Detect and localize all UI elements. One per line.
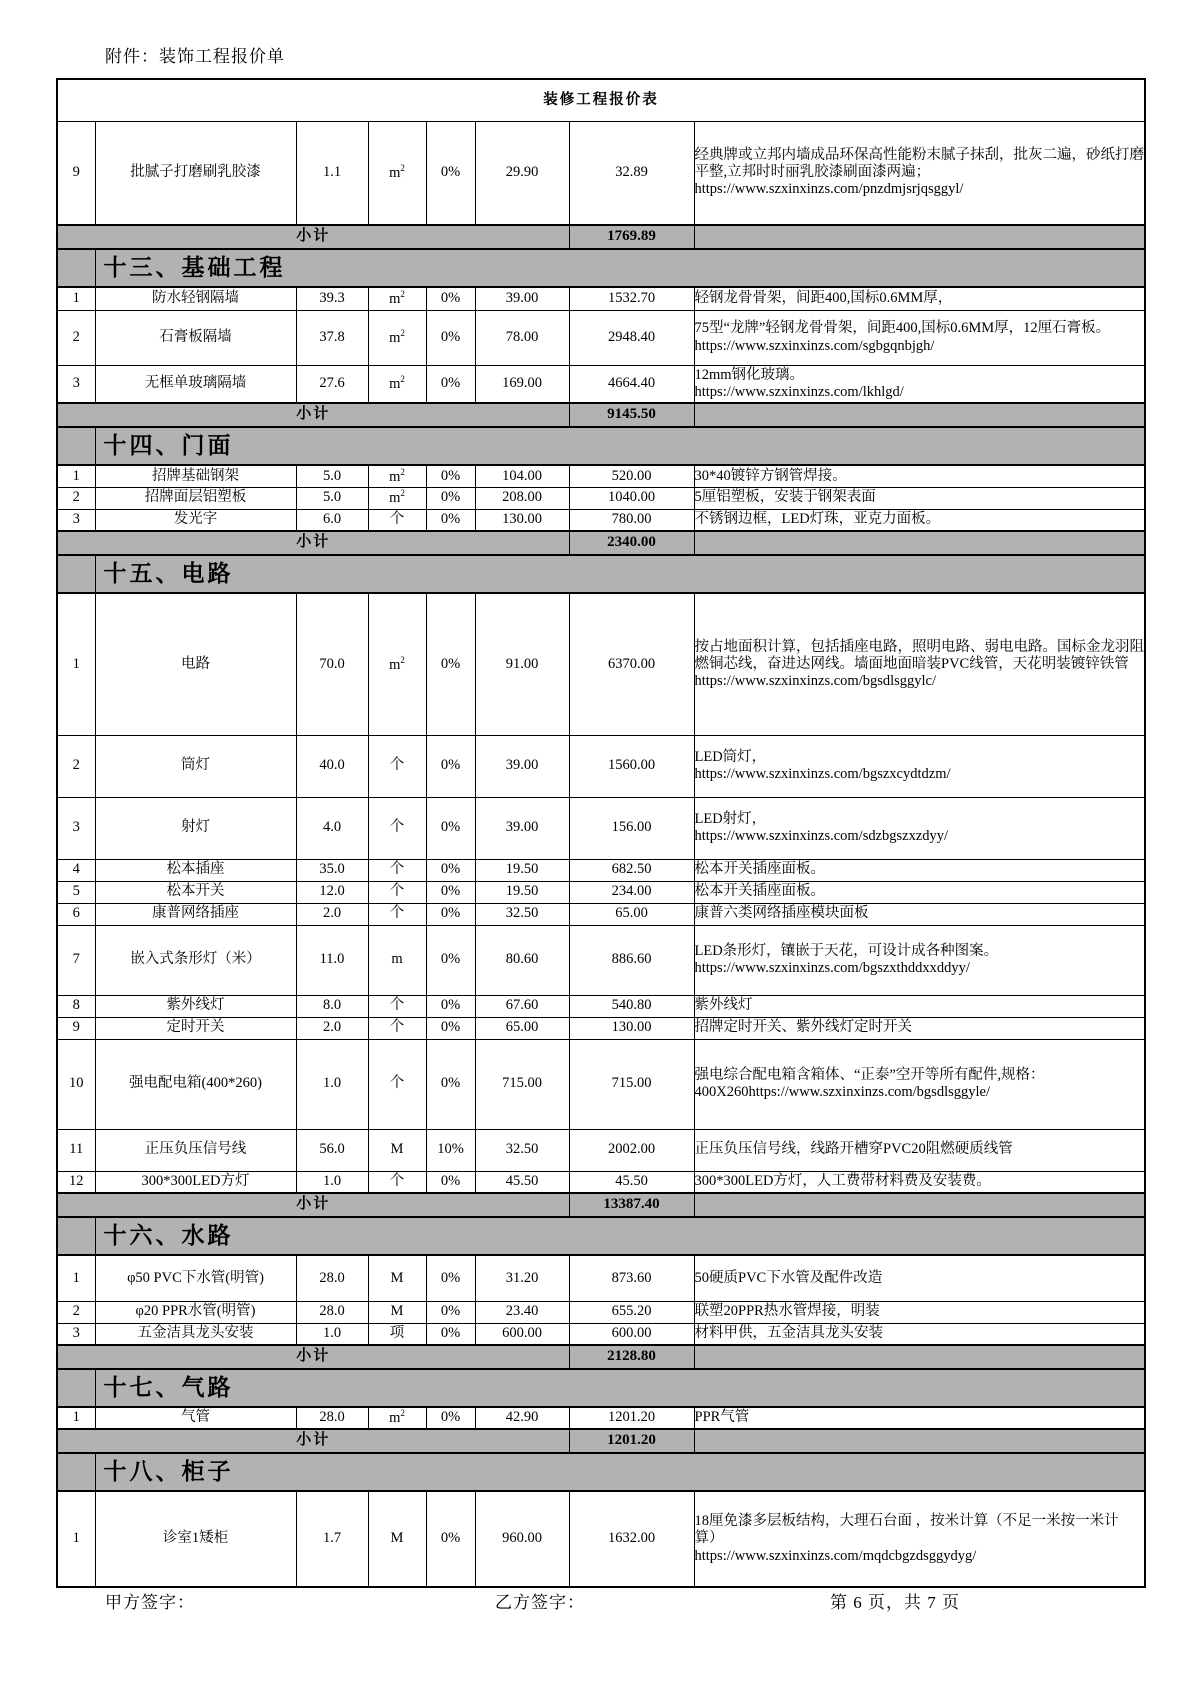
subtotal-value: 9145.50	[569, 403, 694, 427]
row-amount: 780.00	[569, 509, 694, 531]
table-row	[57, 925, 1145, 995]
row-unit-price: 39.00	[475, 797, 569, 859]
section-title: 十七、气路	[95, 1369, 1145, 1407]
section-header-row	[57, 555, 1145, 593]
row-unit-price: 600.00	[475, 1323, 569, 1345]
row-quantity: 70.0	[296, 593, 368, 735]
party-b-signature-label: 乙方签字：	[495, 1593, 585, 1612]
row-unit: M	[368, 1129, 426, 1171]
row-index: 3	[57, 1323, 95, 1345]
row-unit: 个	[368, 1171, 426, 1193]
row-index: 8	[57, 995, 95, 1017]
row-index: 7	[57, 925, 95, 995]
row-item-name: 气管	[95, 1407, 296, 1429]
table-row	[57, 1407, 1145, 1429]
party-a-signature-label: 甲方签字：	[105, 1593, 195, 1612]
row-description: 联塑20PPR热水管焊接，明装	[694, 1301, 1145, 1323]
row-description: LED射灯， https://www.szxinxinzs.com/sdzbgszxzdyy/	[694, 797, 1145, 859]
row-item-name: 批腻子打磨刷乳胶漆	[95, 121, 296, 225]
table-row	[57, 1301, 1145, 1323]
row-item-name: 紫外线灯	[95, 995, 296, 1017]
table-row	[57, 1255, 1145, 1301]
row-loss-percent: 0%	[426, 903, 475, 925]
row-quantity: 11.0	[296, 925, 368, 995]
row-unit: M	[368, 1491, 426, 1587]
row-unit-price: 19.50	[475, 859, 569, 881]
row-description: 12mm钢化玻璃。 https://www.szxinxinzs.com/lkhlgd/	[694, 365, 1145, 403]
row-unit-price: 42.90	[475, 1407, 569, 1429]
row-amount: 2948.40	[569, 310, 694, 365]
row-unit: $m^2$	[368, 121, 426, 225]
row-index: 1	[57, 465, 95, 487]
row-description: 不锈钢边框，LED灯珠，亚克力面板。	[694, 509, 1145, 531]
subtotal-value: 1201.20	[569, 1429, 694, 1453]
row-index: 4	[57, 859, 95, 881]
table-row	[57, 1171, 1145, 1193]
row-loss-percent: 0%	[426, 735, 475, 797]
subtotal-blank	[694, 225, 1145, 249]
row-index: 3	[57, 509, 95, 531]
table-row	[57, 797, 1145, 859]
row-item-name: φ50 PVC下水管(明管)	[95, 1255, 296, 1301]
subtotal-row	[57, 1193, 1145, 1217]
subtotal-label: 小计	[57, 403, 569, 427]
section-header-row	[57, 1369, 1145, 1407]
row-quantity: 28.0	[296, 1301, 368, 1323]
section-gutter	[57, 555, 95, 593]
row-index: 3	[57, 365, 95, 403]
quotation-table-wrap	[56, 78, 1144, 1588]
row-amount: 32.89	[569, 121, 694, 225]
row-loss-percent: 0%	[426, 365, 475, 403]
row-unit-price: 31.20	[475, 1255, 569, 1301]
subtotal-label: 小计	[57, 1345, 569, 1369]
subtotal-blank	[694, 531, 1145, 555]
row-item-name: 正压负压信号线	[95, 1129, 296, 1171]
row-unit: 个	[368, 509, 426, 531]
table-row	[57, 859, 1145, 881]
row-description: LED筒灯， https://www.szxinxinzs.com/bgszxcydtdzm/	[694, 735, 1145, 797]
row-quantity: 35.0	[296, 859, 368, 881]
table-row	[57, 735, 1145, 797]
row-unit-price: 65.00	[475, 1017, 569, 1039]
subtotal-row	[57, 1345, 1145, 1369]
row-amount: 1560.00	[569, 735, 694, 797]
row-item-name: 强电配电箱(400*260)	[95, 1039, 296, 1129]
section-header-row	[57, 249, 1145, 287]
row-description: LED条形灯，镶嵌于天花，可设计成各种图案。 https://www.szxinxinzs.com/bgszxthddxxddyy/	[694, 925, 1145, 995]
table-row	[57, 465, 1145, 487]
subtotal-value: 1769.89	[569, 225, 694, 249]
subtotal-row	[57, 403, 1145, 427]
row-amount: 520.00	[569, 465, 694, 487]
row-description: PPR气管	[694, 1407, 1145, 1429]
row-item-name: 石膏板隔墙	[95, 310, 296, 365]
table-row	[57, 121, 1145, 225]
row-index: 1	[57, 287, 95, 310]
attachment-label: 附件：装饰工程报价单	[105, 47, 285, 66]
row-quantity: 4.0	[296, 797, 368, 859]
row-loss-percent: 0%	[426, 1323, 475, 1345]
row-unit-price: 130.00	[475, 509, 569, 531]
row-amount: 1632.00	[569, 1491, 694, 1587]
row-description: 紫外线灯	[694, 995, 1145, 1017]
row-item-name: 发光字	[95, 509, 296, 531]
row-description: 康普六类网络插座模块面板	[694, 903, 1145, 925]
subtotal-label: 小计	[57, 1193, 569, 1217]
row-index: 2	[57, 1301, 95, 1323]
subtotal-value: 2128.80	[569, 1345, 694, 1369]
row-unit: $m^2$	[368, 465, 426, 487]
table-row	[57, 593, 1145, 735]
row-quantity: 1.1	[296, 121, 368, 225]
row-description: 75型“龙牌”轻钢龙骨骨架，间距400,国标0.6MM厚，12厘石膏板。 https://www.szxinxinzs.com/sgbgqnbjgh/	[694, 310, 1145, 365]
row-index: 5	[57, 881, 95, 903]
row-description: 松本开关插座面板。	[694, 881, 1145, 903]
row-amount: 65.00	[569, 903, 694, 925]
row-quantity: 1.0	[296, 1323, 368, 1345]
subtotal-row	[57, 531, 1145, 555]
table-row	[57, 995, 1145, 1017]
page-number: 第 6 页，共 7 页	[830, 1593, 960, 1612]
row-unit-price: 39.00	[475, 735, 569, 797]
row-amount: 45.50	[569, 1171, 694, 1193]
row-index: 2	[57, 310, 95, 365]
row-amount: 4664.40	[569, 365, 694, 403]
row-description: 正压负压信号线，线路开槽穿PVC20阻燃硬质线管	[694, 1129, 1145, 1171]
row-unit-price: 960.00	[475, 1491, 569, 1587]
section-title: 十四、门面	[95, 427, 1145, 465]
row-index: 2	[57, 487, 95, 509]
row-amount: 1532.70	[569, 287, 694, 310]
row-index: 6	[57, 903, 95, 925]
row-amount: 130.00	[569, 1017, 694, 1039]
row-index: 1	[57, 1491, 95, 1587]
row-quantity: 2.0	[296, 903, 368, 925]
row-unit: 个	[368, 881, 426, 903]
row-item-name: 无框单玻璃隔墙	[95, 365, 296, 403]
table-row	[57, 365, 1145, 403]
row-unit-price: 80.60	[475, 925, 569, 995]
row-item-name: 招牌面层铝塑板	[95, 487, 296, 509]
row-amount: 540.80	[569, 995, 694, 1017]
subtotal-value: 13387.40	[569, 1193, 694, 1217]
row-unit: 个	[368, 1017, 426, 1039]
row-loss-percent: 0%	[426, 925, 475, 995]
row-loss-percent: 0%	[426, 1039, 475, 1129]
row-index: 9	[57, 1017, 95, 1039]
quotation-table	[56, 78, 1146, 1588]
section-header-row	[57, 1217, 1145, 1255]
row-amount: 156.00	[569, 797, 694, 859]
row-item-name: 康普网络插座	[95, 903, 296, 925]
row-unit-price: 91.00	[475, 593, 569, 735]
row-unit-price: 169.00	[475, 365, 569, 403]
subtotal-row	[57, 1429, 1145, 1453]
section-gutter	[57, 249, 95, 287]
row-loss-percent: 0%	[426, 509, 475, 531]
table-title: 装修工程报价表	[57, 79, 1145, 121]
row-amount: 600.00	[569, 1323, 694, 1345]
row-index: 12	[57, 1171, 95, 1193]
row-index: 2	[57, 735, 95, 797]
row-unit: M	[368, 1255, 426, 1301]
row-description: 强电综合配电箱含箱体、“正泰”空开等所有配件,规格： 400X260https://www.szxinxinzs.com/bgsdlsggyle/	[694, 1039, 1145, 1129]
table-row	[57, 509, 1145, 531]
row-amount: 234.00	[569, 881, 694, 903]
row-unit: 个	[368, 1039, 426, 1129]
row-item-name: 五金洁具龙头安装	[95, 1323, 296, 1345]
row-item-name: 筒灯	[95, 735, 296, 797]
row-description: 50硬质PVC下水管及配件改造	[694, 1255, 1145, 1301]
row-quantity: 27.6	[296, 365, 368, 403]
row-unit: $m^2$	[368, 287, 426, 310]
subtotal-label: 小计	[57, 1429, 569, 1453]
table-row	[57, 1491, 1145, 1587]
section-title: 十八、柜子	[95, 1453, 1145, 1491]
table-row	[57, 287, 1145, 310]
row-item-name: 射灯	[95, 797, 296, 859]
subtotal-value: 2340.00	[569, 531, 694, 555]
row-unit: 个	[368, 797, 426, 859]
row-item-name: 防水轻钢隔墙	[95, 287, 296, 310]
row-unit-price: 19.50	[475, 881, 569, 903]
row-unit: $m^2$	[368, 487, 426, 509]
row-description: 300*300LED方灯，人工费带材料费及安装费。	[694, 1171, 1145, 1193]
row-loss-percent: 0%	[426, 859, 475, 881]
row-amount: 2002.00	[569, 1129, 694, 1171]
row-amount: 715.00	[569, 1039, 694, 1129]
row-index: 1	[57, 1407, 95, 1429]
row-item-name: 松本插座	[95, 859, 296, 881]
row-index: 11	[57, 1129, 95, 1171]
row-quantity: 56.0	[296, 1129, 368, 1171]
row-index: 1	[57, 1255, 95, 1301]
row-unit: 项	[368, 1323, 426, 1345]
table-title-row	[57, 79, 1145, 121]
table-row	[57, 1323, 1145, 1345]
row-item-name: 定时开关	[95, 1017, 296, 1039]
row-quantity: 5.0	[296, 465, 368, 487]
row-description: 松本开关插座面板。	[694, 859, 1145, 881]
row-amount: 873.60	[569, 1255, 694, 1301]
row-amount: 1040.00	[569, 487, 694, 509]
row-unit: m	[368, 925, 426, 995]
row-item-name: 电路	[95, 593, 296, 735]
row-loss-percent: 0%	[426, 487, 475, 509]
row-amount: 1201.20	[569, 1407, 694, 1429]
subtotal-row	[57, 225, 1145, 249]
row-loss-percent: 0%	[426, 287, 475, 310]
row-quantity: 39.3	[296, 287, 368, 310]
row-item-name: 嵌入式条形灯（米）	[95, 925, 296, 995]
row-unit: $m^2$	[368, 1407, 426, 1429]
row-description: 30*40镀锌方钢管焊接。	[694, 465, 1145, 487]
row-description: 经典牌或立邦内墙成品环保高性能粉末腻子抹刮，批灰二遍，砂纸打磨平整,立邦时时丽乳胶漆刷面漆两遍； https://www.szxinxinzs.com/pnzdmjsrjqsggyl/	[694, 121, 1145, 225]
row-unit: 个	[368, 995, 426, 1017]
row-loss-percent: 0%	[426, 995, 475, 1017]
row-loss-percent: 0%	[426, 310, 475, 365]
row-description: 轻钢龙骨骨架，间距400,国标0.6MM厚，	[694, 287, 1145, 310]
row-description: 按占地面积计算，包括插座电路，照明电路、弱电电路。国标金龙羽阻燃铜芯线，奋进达网线。墙面地面暗装PVC线管，天花明装镀锌铁管 https://www.szxinxinzs.com/bgsdlsggylc/	[694, 593, 1145, 735]
table-row	[57, 1017, 1145, 1039]
row-quantity: 1.0	[296, 1039, 368, 1129]
row-description: 招牌定时开关、紫外线灯定时开关	[694, 1017, 1145, 1039]
row-unit-price: 29.90	[475, 121, 569, 225]
row-amount: 655.20	[569, 1301, 694, 1323]
row-quantity: 12.0	[296, 881, 368, 903]
row-amount: 6370.00	[569, 593, 694, 735]
row-description: 材料甲供，五金洁具龙头安装	[694, 1323, 1145, 1345]
row-unit: $m^2$	[368, 593, 426, 735]
table-row	[57, 487, 1145, 509]
row-loss-percent: 0%	[426, 593, 475, 735]
subtotal-blank	[694, 1429, 1145, 1453]
row-item-name: 招牌基础钢架	[95, 465, 296, 487]
row-unit: 个	[368, 859, 426, 881]
row-unit-price: 32.50	[475, 903, 569, 925]
table-row	[57, 903, 1145, 925]
table-row	[57, 1039, 1145, 1129]
row-quantity: 2.0	[296, 1017, 368, 1039]
row-loss-percent: 0%	[426, 1301, 475, 1323]
row-loss-percent: 0%	[426, 1017, 475, 1039]
row-quantity: 28.0	[296, 1255, 368, 1301]
subtotal-blank	[694, 1193, 1145, 1217]
section-header-row	[57, 1453, 1145, 1491]
row-loss-percent: 0%	[426, 881, 475, 903]
row-unit-price: 78.00	[475, 310, 569, 365]
subtotal-label: 小计	[57, 225, 569, 249]
row-item-name: φ20 PPR水管(明管)	[95, 1301, 296, 1323]
section-header-row	[57, 427, 1145, 465]
row-unit: 个	[368, 735, 426, 797]
row-loss-percent: 0%	[426, 1407, 475, 1429]
row-quantity: 5.0	[296, 487, 368, 509]
subtotal-blank	[694, 1345, 1145, 1369]
table-row	[57, 1129, 1145, 1171]
row-unit-price: 208.00	[475, 487, 569, 509]
row-unit: $m^2$	[368, 310, 426, 365]
row-unit-price: 715.00	[475, 1039, 569, 1129]
section-title: 十五、电路	[95, 555, 1145, 593]
row-item-name: 300*300LED方灯	[95, 1171, 296, 1193]
row-item-name: 诊室1矮柜	[95, 1491, 296, 1587]
row-unit: 个	[368, 903, 426, 925]
section-gutter	[57, 1369, 95, 1407]
row-quantity: 6.0	[296, 509, 368, 531]
section-title: 十三、基础工程	[95, 249, 1145, 287]
row-index: 10	[57, 1039, 95, 1129]
row-quantity: 40.0	[296, 735, 368, 797]
subtotal-label: 小计	[57, 531, 569, 555]
row-description: 5厘铝塑板，安装于钢架表面	[694, 487, 1145, 509]
row-index: 1	[57, 593, 95, 735]
row-quantity: 37.8	[296, 310, 368, 365]
row-loss-percent: 0%	[426, 1491, 475, 1587]
row-unit-price: 32.50	[475, 1129, 569, 1171]
table-row	[57, 881, 1145, 903]
row-amount: 682.50	[569, 859, 694, 881]
row-quantity: 1.7	[296, 1491, 368, 1587]
row-index: 3	[57, 797, 95, 859]
row-unit: $m^2$	[368, 365, 426, 403]
row-loss-percent: 0%	[426, 465, 475, 487]
row-loss-percent: 0%	[426, 1255, 475, 1301]
row-unit-price: 67.60	[475, 995, 569, 1017]
row-unit-price: 39.00	[475, 287, 569, 310]
quotation-table-body	[57, 79, 1145, 1587]
row-item-name: 松本开关	[95, 881, 296, 903]
row-quantity: 28.0	[296, 1407, 368, 1429]
section-gutter	[57, 1217, 95, 1255]
row-quantity: 8.0	[296, 995, 368, 1017]
row-loss-percent: 0%	[426, 1171, 475, 1193]
row-unit-price: 104.00	[475, 465, 569, 487]
row-unit-price: 23.40	[475, 1301, 569, 1323]
row-loss-percent: 0%	[426, 121, 475, 225]
section-title: 十六、水路	[95, 1217, 1145, 1255]
section-gutter	[57, 427, 95, 465]
row-amount: 886.60	[569, 925, 694, 995]
table-row	[57, 310, 1145, 365]
subtotal-blank	[694, 403, 1145, 427]
section-gutter	[57, 1453, 95, 1491]
row-unit-price: 45.50	[475, 1171, 569, 1193]
row-description: 18厘免漆多层板结构，大理石台面 ，按米计算（不足一米按一米计算） https://www.szxinxinzs.com/mqdcbgzdsggydyg/	[694, 1491, 1145, 1587]
row-loss-percent: 10%	[426, 1129, 475, 1171]
row-quantity: 1.0	[296, 1171, 368, 1193]
row-loss-percent: 0%	[426, 797, 475, 859]
row-index: 9	[57, 121, 95, 225]
row-unit: M	[368, 1301, 426, 1323]
